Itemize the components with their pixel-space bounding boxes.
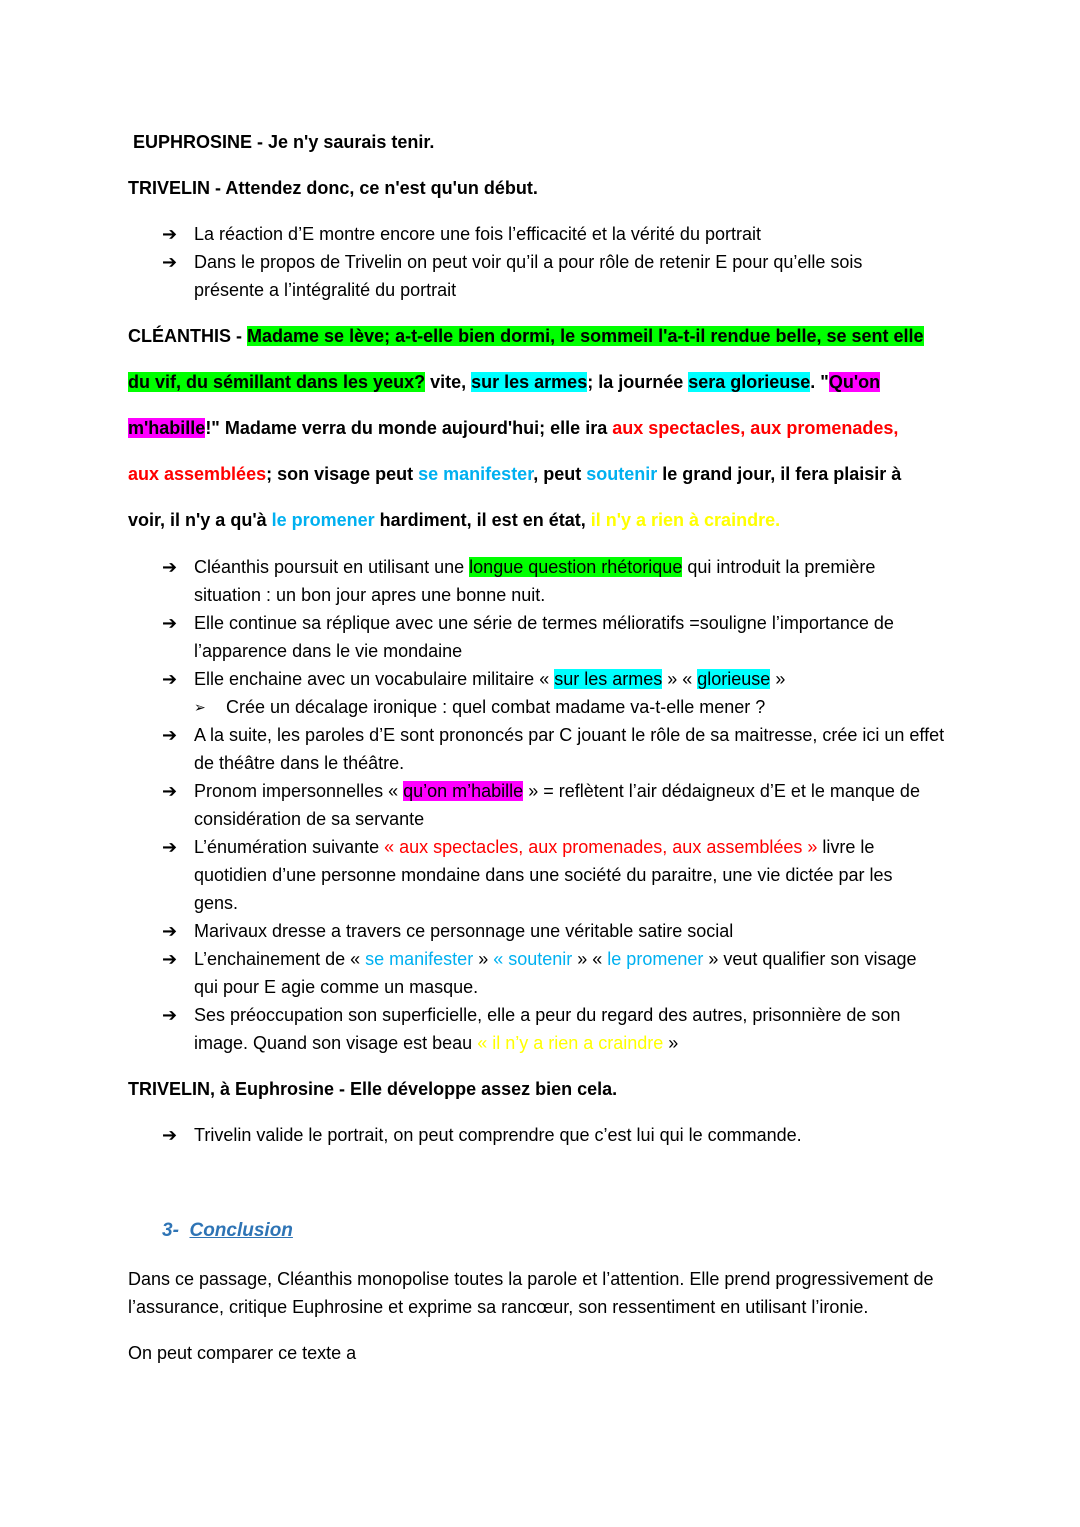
blue-text: se manifester [418, 464, 534, 484]
text-run: Cléanthis poursuit en utilisant une [194, 557, 470, 577]
red-text: « aux spectacles, aux promenades, aux assemblées » [384, 837, 818, 857]
arrow-icon: ➔ [162, 837, 178, 857]
dialogue-euphrosine [133, 130, 434, 154]
text-run: » [663, 1033, 679, 1053]
arrow-icon: ➔ [162, 613, 178, 633]
text-run: L’enchainement de « [194, 949, 366, 969]
text-run: vite, [425, 372, 472, 392]
blue-text: « soutenir [493, 949, 573, 969]
dialogue-trivelin [128, 176, 538, 200]
note-line: de théâtre dans le théâtre. [194, 753, 405, 773]
conclusion-line: On peut comparer ce texte a [128, 1343, 357, 1363]
note-line [194, 667, 785, 691]
highlight-magenta: Qu'on [828, 372, 881, 392]
note-line: Elle continue sa réplique avec une série de termes mélioratifs =souligne l’importance de [194, 613, 894, 633]
dialogue-text: Elle développe assez bien cela. [345, 1079, 618, 1099]
blue-text: se manifester [365, 949, 474, 969]
speaker-name: TRIVELIN - [128, 178, 221, 198]
text-run: » [473, 949, 494, 969]
highlight-cyan: glorieuse [697, 669, 771, 689]
note-line [194, 1031, 678, 1055]
note-line: Dans le propos de Trivelin on peut voir qu’il a pour rôle de retenir E pour qu’elle sois [194, 252, 863, 272]
text-run: , peut [533, 464, 587, 484]
speaker-name: CLÉANTHIS - [128, 326, 242, 346]
arrow-icon: ➔ [162, 557, 178, 577]
text-run: Elle enchaine avec un vocabulaire militaire « [194, 669, 555, 689]
text-run: hardiment, il est en état, [374, 510, 591, 530]
arrow-icon: ➔ [162, 1125, 178, 1145]
text-run: L’énumération suivante [194, 837, 385, 857]
note-line: La réaction d’E montre encore une fois l’efficacité et la vérité du portrait [194, 224, 761, 244]
note-line: A la suite, les paroles d’E sont prononcés par C jouant le rôle de sa maitresse, crée ici un effet [194, 725, 945, 745]
highlight-green: Madame se lève; a-t-elle bien dormi, le sommeil l'a-t-il rendue belle, se sent elle [247, 326, 924, 346]
speaker-name: EUPHROSINE - [133, 132, 264, 152]
arrow-icon: ➔ [162, 725, 178, 745]
dialogue-cleanthis-line-5 [128, 508, 780, 532]
blue-text: soutenir [586, 464, 658, 484]
dialogue-text: Je n'y saurais tenir. [263, 132, 435, 152]
text-run: » [770, 669, 786, 689]
dialogue-text: Attendez donc, ce n'est qu'un début. [221, 178, 538, 198]
dialogue-trivelin-2 [128, 1077, 617, 1101]
text-run: image. Quand son visage est beau [194, 1033, 478, 1053]
text-run: » = reflètent l’air dédaigneux d’E et le manque de [523, 781, 920, 801]
text-run: voir, il n'y a qu'à [128, 510, 272, 530]
yellow-text: « il n’y a rien a craindre [477, 1033, 664, 1053]
text-run: » « [662, 669, 698, 689]
highlight-green: longue question rhétorique [469, 557, 683, 577]
highlight-cyan: sera glorieuse [688, 372, 811, 392]
text-run: le grand jour, il fera plaisir à [657, 464, 902, 484]
note-line: situation : un bon jour apres une bonne nuit. [194, 585, 546, 605]
note-line: quotidien d’une personne mondaine dans une société du paraitre, une vie dictée par les [194, 865, 893, 885]
text-run: ; la journée [587, 372, 689, 392]
note-line: Ses préoccupation son superficielle, elle a peur du regard des autres, prisonnière de son [194, 1005, 901, 1025]
sub-note-line: Crée un décalage ironique : quel combat madame va-t-elle mener ? [226, 697, 766, 717]
note-line: considération de sa servante [194, 809, 425, 829]
dialogue-cleanthis-line-3 [128, 416, 898, 440]
conclusion-line: l’assurance, critique Euphrosine et exprime sa rancœur, son ressentiment en utilisant l’ironie. [128, 1297, 869, 1317]
highlight-cyan: sur les armes [471, 372, 588, 392]
text-run: » « [572, 949, 608, 969]
text-run: » veut qualifier son visage [703, 949, 917, 969]
dialogue-cleanthis-line-2 [128, 370, 880, 394]
text-run: qui introduit la première [682, 557, 876, 577]
blue-text: le promener [607, 949, 704, 969]
arrow-icon: ➔ [162, 781, 178, 801]
note-line [194, 779, 920, 803]
red-text: aux assemblées [128, 464, 267, 484]
arrow-icon: ➔ [162, 224, 178, 244]
highlight-magenta: qu’on m’habille [403, 781, 524, 801]
arrow-icon: ➔ [162, 669, 178, 689]
note-line: présente a l’intégralité du portrait [194, 280, 457, 300]
text-run: Pronom impersonnelles « [194, 781, 404, 801]
conclusion-line: Dans ce passage, Cléanthis monopolise toutes la parole et l’attention. Elle prend progressivement de [128, 1269, 934, 1289]
text-run: livre le [817, 837, 875, 857]
highlight-green: du vif, du sémillant dans les yeux? [128, 372, 426, 392]
arrow-icon: ➔ [162, 921, 178, 941]
arrow-icon: ➔ [162, 252, 178, 272]
note-line [194, 835, 874, 859]
text-run: ; son visage peut [266, 464, 419, 484]
dialogue-cleanthis-line-1 [128, 324, 924, 348]
blue-text: le promener [271, 510, 375, 530]
section-number: 3- [162, 1220, 179, 1241]
note-line: Trivelin valide le portrait, on peut comprendre que c’est lui qui le commande. [194, 1125, 802, 1145]
note-line: gens. [194, 893, 239, 913]
sub-arrow-icon: ➢ [194, 699, 206, 715]
dialogue-cleanthis-line-4 [128, 462, 901, 486]
note-line: qui pour E agie comme un masque. [194, 977, 479, 997]
red-text: aux spectacles, aux promenades, [612, 418, 899, 438]
section-heading [162, 1219, 293, 1243]
note-line [194, 947, 916, 971]
arrow-icon: ➔ [162, 1005, 178, 1025]
highlight-cyan: sur les armes [554, 669, 663, 689]
note-line [194, 555, 875, 579]
speaker-name: TRIVELIN, à Euphrosine - [128, 1079, 346, 1099]
text-run: !" Madame verra du monde aujourd'hui; elle ira [205, 418, 613, 438]
section-title: Conclusion [189, 1220, 293, 1241]
note-line: Marivaux dresse a travers ce personnage une véritable satire social [194, 921, 734, 941]
highlight-magenta: m'habille [128, 418, 206, 438]
text-run: . " [810, 372, 829, 392]
note-line: l’apparence dans le vie mondaine [194, 641, 463, 661]
arrow-icon: ➔ [162, 949, 178, 969]
yellow-text: il n'y a rien à craindre. [590, 510, 781, 530]
